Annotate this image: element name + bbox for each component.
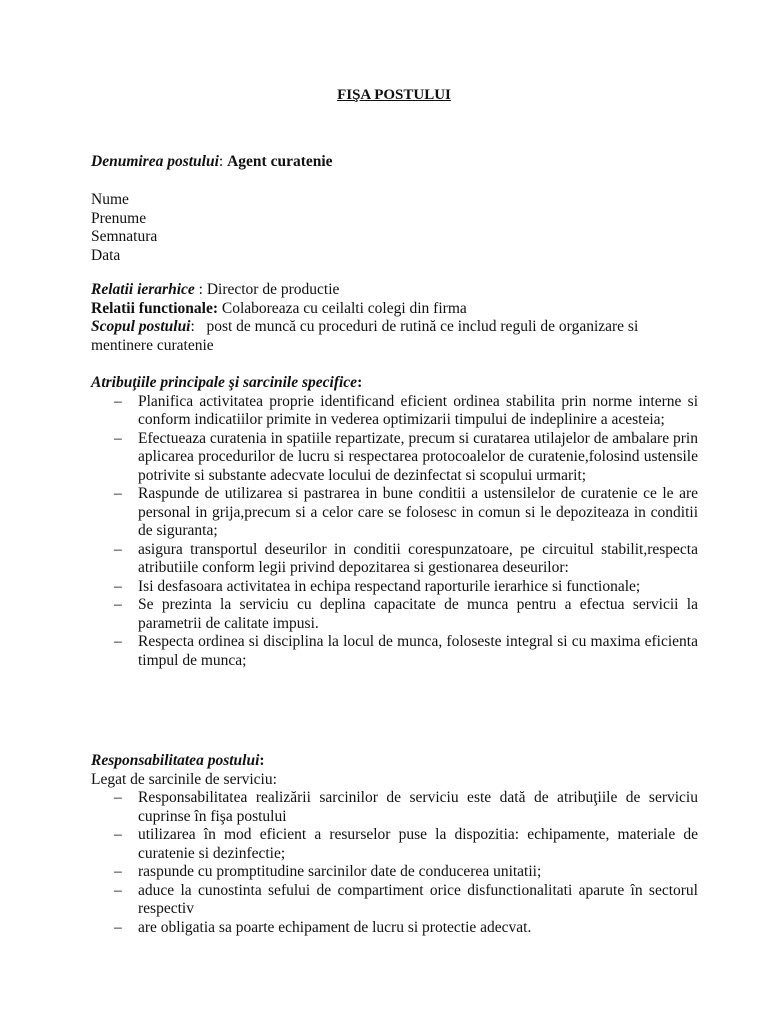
responsabilitatea-heading: Responsabilitatea postului	[91, 752, 260, 769]
post-name-value: Agent curatenie	[227, 153, 333, 170]
responsabilitatea-intro: Legat de sarcinile de serviciu:	[91, 770, 277, 788]
list-item: – asigura transportul deseurilor in conditii corespunzatoare, pe circuitul stabilit,respecta atributiile conform legii privind depozitarea si gestionarea deseurilor:	[91, 541, 698, 578]
list-item: – Efectueaza curatenia in spatiile repartizate, precum si curatarea utilajelor de ambalare prin aplicarea procedurilor de lucru si respectarea protocoalelor de curatenie,folosind ustensile potrivite si substante adecvate locului de dezinfectat si scopului urmarit;	[91, 430, 698, 486]
list-item: – Isi desfasoara activitatea in echipa respectand raporturile ierarhice si functionale;	[91, 578, 698, 597]
relatii-ierarhice-label: Relatii ierarhice	[91, 281, 195, 298]
relatii-functionale-label: Relatii functionale:	[91, 299, 218, 317]
relations-block	[91, 281, 698, 355]
atributii-heading-line: Atribuţiile principale şi sarcinile specifice:	[91, 374, 363, 391]
field-semnatura: Semnatura	[91, 228, 158, 245]
list-item: – utilizarea în mod eficient a resurselor puse la dispozitia: echipamente, materiale de curatenie si dezinfectie;	[91, 826, 698, 863]
relatii-ierarhice-line: Relatii ierarhice : Director de productie	[91, 281, 340, 298]
document-title: FIŞA POSTULUI	[337, 87, 451, 103]
responsabilitatea-list	[91, 789, 698, 937]
responsabilitatea-heading-line: Responsabilitatea postului:	[91, 752, 265, 769]
field-data: Data	[91, 246, 121, 264]
list-item: – Respecta ordinea si disciplina la locul de munca, foloseste integral si cu maxima eficienta timpul de munca;	[91, 633, 698, 670]
scopul-line: Scopul postului: post de muncă cu proceduri de rutină ce includ reguli de organizare si mentinere curatenie	[91, 318, 639, 354]
scopul-label: Scopul postului	[91, 318, 191, 335]
atributii-section	[91, 374, 698, 670]
list-item: – Se prezinta la serviciu cu deplina capacitate de munca pentru a efectua servicii la parametrii de calitate impusi.	[91, 596, 698, 633]
responsabilitatea-section	[91, 752, 698, 937]
list-item: – Planifica activitatea proprie identificand eficient ordinea stabilita prin norme interne si conform indicatiilor primite in vederea optimizarii timpului de indeplinire a acesteia;	[91, 393, 698, 430]
atributii-list	[91, 393, 698, 671]
list-item: – Raspunde de utilizarea si pastrarea in bune conditii a ustensilelor de curatenie ce le are personal in grija,precum si a celor care se folosesc in comun si le depoziteaza in conditii de siguranta;	[91, 485, 698, 541]
relatii-ierarhice-value: Director de productie	[206, 281, 340, 298]
post-name-line: Denumirea postului: Agent curatenie	[91, 153, 333, 170]
list-item: – Responsabilitatea realizării sarcinilor de serviciu este dată de atribuţiile de serviciu cuprinse în fişa postului	[91, 789, 698, 826]
list-item: – aduce la cunostinta sefului de compartiment orice disfunctionalitati aparute în sectorul respectiv	[91, 882, 698, 919]
list-item: – are obligatia sa poarte echipament de lucru si protectie adecvat.	[91, 919, 698, 938]
identity-fields	[91, 191, 698, 265]
scopul-value: post de muncă cu proceduri de rutină ce includ reguli de organizare si mentinere curatenie	[91, 318, 639, 354]
field-nume: Nume	[91, 191, 129, 208]
atributii-heading: Atribuţiile principale şi sarcinile specifice	[91, 374, 358, 391]
field-prenume: Prenume	[91, 209, 147, 227]
relatii-functionale-line	[91, 300, 698, 319]
post-name-label: Denumirea postului	[91, 153, 219, 170]
relatii-functionale-value: Colaboreaza cu ceilalti colegi din firma	[221, 299, 467, 317]
list-item: – raspunde cu promptitudine sarcinilor date de conducerea unitatii;	[91, 863, 698, 882]
